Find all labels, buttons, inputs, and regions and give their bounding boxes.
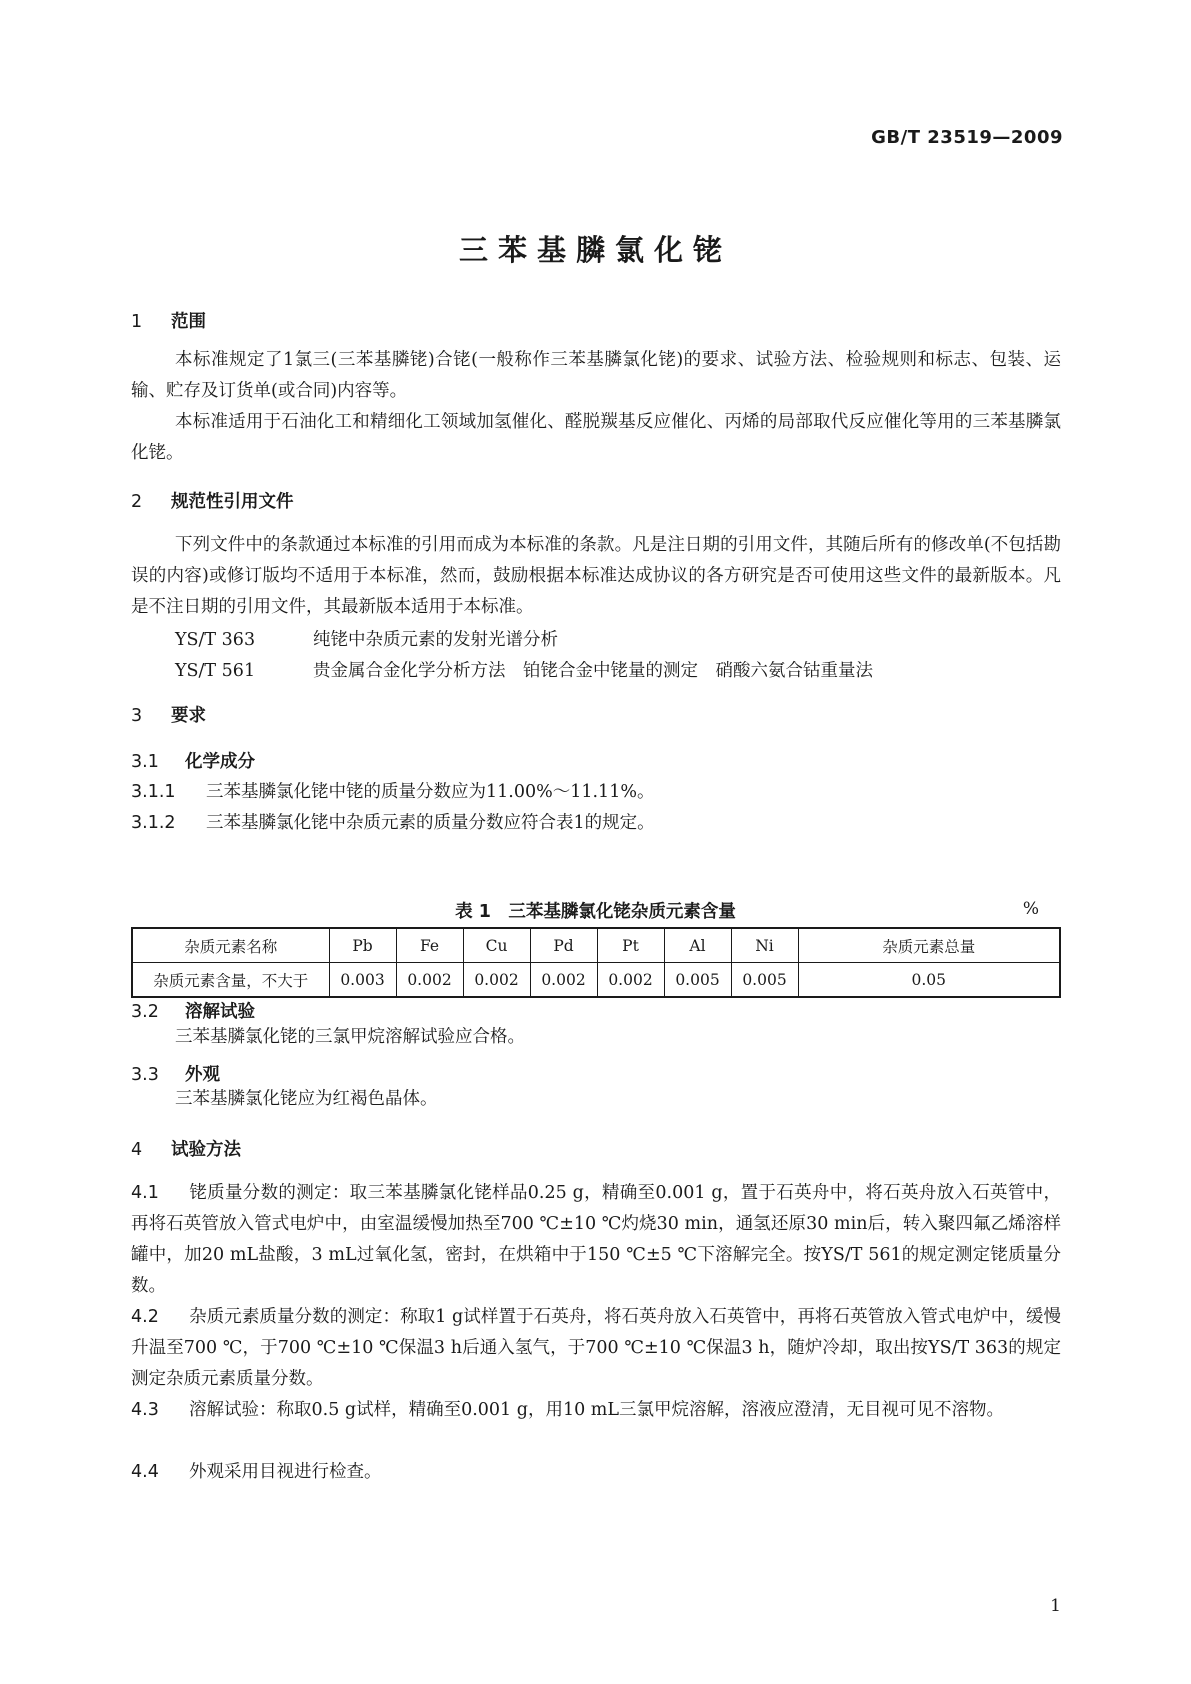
reference-item [175,657,873,682]
section-title: 范围 [171,312,206,332]
table-header-cell: Pb [329,928,396,963]
section-3-heading [131,702,206,727]
paragraph: 本标准适用于石油化工和精细化工领域加氢催化、醛脱羰基反应催化、丙烯的局部取代反应催化等用的三苯基膦氯化铑。 [131,412,1061,463]
clause-number: 3.1.2 [131,813,176,833]
section-number: 3.2 [131,1002,159,1022]
clause-3-1-2 [131,809,655,834]
clause-text: 三苯基膦氯化铑中杂质元素的质量分数应符合表1的规定。 [206,813,655,833]
table-header-cell: Pt [597,928,664,963]
table-caption: 表 1 三苯基膦氯化铑杂质元素含量 [455,902,736,922]
clause-number: 4.1 [131,1183,159,1203]
clause-text: 外观采用目视进行检查。 [189,1462,382,1482]
document-title: 三苯基膦氯化铑 [458,233,732,267]
table-cell: 0.005 [664,963,731,998]
clause-text: 三苯基膦氯化铑中铑的质量分数应为11.00%～11.11%。 [206,782,655,802]
table-cell: 0.002 [396,963,463,998]
section-number: 3.3 [131,1065,159,1085]
clause-number: 4.4 [131,1462,159,1482]
table-header-cell: Cu [463,928,530,963]
clause-number: 4.2 [131,1307,159,1327]
section-number: 2 [131,492,143,512]
impurity-table [131,927,1061,998]
table-header-cell: 杂质元素名称 [132,928,329,963]
reference-item [175,626,558,651]
section-title: 规范性引用文件 [171,492,294,512]
paragraph: 三苯基膦氯化铑的三氯甲烷溶解试验应合格。 [175,1027,525,1047]
clause-text: 杂质元素质量分数的测定：称取1 g试样置于石英舟，将石英舟放入石英管中，再将石英管放入管式电炉中，缓慢升温至700 ℃，于700 ℃±10 ℃保温3 h后通入氢气，于700 ℃±10 ℃保温3 h，随炉冷却，取出按YS/T 363的规定测定杂质元素质量分数。 [131,1307,1061,1389]
paragraph: 三苯基膦氯化铑应为红褐色晶体。 [175,1089,438,1109]
clause-number: 4.3 [131,1400,159,1420]
section-number: 4 [131,1140,143,1160]
section-title: 要求 [171,706,206,726]
table-header-row [132,928,1060,963]
clause-text: 铑质量分数的测定：取三苯基膦氯化铑样品0.25 g，精确至0.001 g，置于石英舟中，将石英舟放入石英管中，再将石英管放入管式电炉中，由室温缓慢加热至700 ℃±10 ℃灼烧30 min，通氢还原30 min后，转入聚四氟乙烯溶样罐中，加20 mL盐酸，3 mL过氧化氢，密封，在烘箱中于150 ℃±5 ℃下溶解完全。按YS/T 561的规定测定铑质量分数。 [131,1183,1061,1296]
section-number: 3.1 [131,752,159,772]
clause-4-3 [131,1395,1061,1426]
clause-4-2 [131,1302,1061,1395]
section-title: 溶解试验 [185,1002,255,1022]
table-cell: 0.002 [597,963,664,998]
section-4-heading [131,1136,241,1161]
subsection-3-2-heading [131,998,255,1023]
table-cell: 0.05 [798,963,1060,998]
table-cell: 杂质元素含量，不大于 [132,963,329,998]
paragraph: 下列文件中的条款通过本标准的引用而成为本标准的条款。凡是注日期的引用文件，其随后所有的修改单(不包括勘误的内容)或修订版均不适用于本标准，然而，鼓励根据本标准达成协议的各方研究是否可使用这些文件的最新版本。凡是不注日期的引用文件，其最新版本适用于本标准。 [131,535,1061,617]
section-1-heading [131,308,206,333]
subsection-3-3-heading [131,1061,220,1086]
standard-number: GB/T 23519—2009 [871,127,1063,148]
section-title: 试验方法 [171,1140,241,1160]
table-cell: 0.003 [329,963,396,998]
table-cell: 0.005 [731,963,798,998]
section-number: 3 [131,706,143,726]
clause-text: 溶解试验：称取0.5 g试样，精确至0.001 g，用10 mL三氯甲烷溶解，溶液应澄清，无目视可见不溶物。 [189,1400,1005,1420]
table-cell: 0.002 [463,963,530,998]
table-header-cell: Ni [731,928,798,963]
clause-4-1 [131,1178,1061,1302]
table-unit: % [1022,899,1039,919]
section-2-heading [131,488,294,513]
table-header-cell: 杂质元素总量 [798,928,1060,963]
subsection-3-1-heading [131,748,255,773]
table-header-cell: Pd [530,928,597,963]
paragraph: 本标准规定了1氯三(三苯基膦铑)合铑(一般称作三苯基膦氯化铑)的要求、试验方法、检验规则和标志、包装、运输、贮存及订货单(或合同)内容等。 [131,350,1061,401]
section-title: 化学成分 [185,752,255,772]
section-title: 外观 [185,1065,220,1085]
section-number: 1 [131,312,143,332]
reference-code: YS/T 561 [175,661,256,681]
reference-title: 纯铑中杂质元素的发射光谱分析 [313,630,558,650]
clause-4-4 [131,1457,1061,1488]
table-row [132,963,1060,998]
table-header-cell: Fe [396,928,463,963]
table-header-cell: Al [664,928,731,963]
reference-title: 贵金属合金化学分析方法 铂铑合金中铑量的测定 硝酸六氨合钴重量法 [313,661,873,681]
reference-code: YS/T 363 [175,630,256,650]
page-number: 1 [1050,1596,1061,1616]
table-cell: 0.002 [530,963,597,998]
clause-3-1-1 [131,778,654,803]
clause-number: 3.1.1 [131,782,176,802]
